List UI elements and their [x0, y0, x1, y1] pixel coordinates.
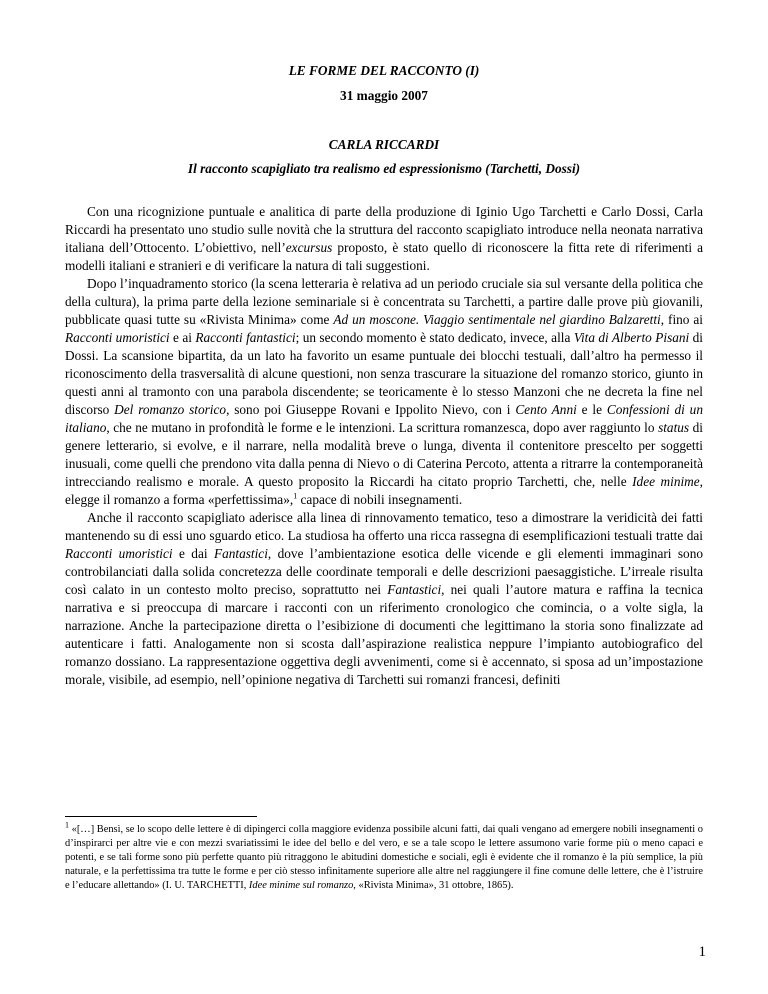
italic-title: Racconti fantastici	[195, 330, 296, 345]
text-run: e le	[576, 402, 607, 417]
footnote-reference[interactable]: 1	[293, 491, 298, 501]
page-number: 1	[698, 944, 706, 960]
footnote-text: «[…] Bensì, se lo scopo delle lettere è di dipingerci colla maggiore evidenza possibile alcuni fatti, dai quali vengano ad emergere nobili insegnamenti o d’inspirarci per altre vie e con mezzi svariatissimi le idee del bello e del vero, e se a tale scopo le lettere assumono varie forme più o meno capaci e potenti, e se tali forme sono più perfette quanto più ritraggono le abitudini domestiche e sociali, egli è evidente che il romanzo è la più semplice, la più naturale, e la perfettissima tra tutte le forme e per ciò stesso infinitamente superiore alle altre nel raggiungere il fine comune delle lettere, che è l’istruire e l’educare allettando» (I. U. TARCHETTI,	[65, 824, 703, 891]
italic-title: Cento Anni	[515, 402, 577, 417]
text-run: proposto, è stato quello di riconoscere la fitta rete di riferimenti a modelli italiani e stranieri e di verificare la natura di tali suggestioni.	[65, 240, 703, 273]
text-run: , che ne mutano in profondità le forme e le intenzioni. La scrittura romanzesca, dopo aver raggiunto lo	[106, 420, 659, 435]
text-run: capace di nobili insegnamenti.	[297, 492, 463, 507]
footnote-text: , «Rivista Minima», 31 ottobre, 1865).	[353, 880, 514, 891]
footnote-number: 1	[65, 820, 69, 830]
footnote-separator	[65, 816, 257, 817]
text-run: di genere letterario, si evolve, e il narrare, nella modalità breve o lunga, diventa il contenitore prescelto per soggetti inusuali, come quelli che prendono vita dalla penna di Nievo o di Caterina Percoto, attenta a ritrarre la contemporaneità intrecciando realismo e morale. A questo proposito la Riccardi ha citato proprio Tarchetti, che, nelle	[65, 420, 704, 489]
italic-title: Ad un moscone. Viaggio sentimentale nel giardino Balzaretti	[333, 312, 661, 327]
italic-title: Racconti umoristici	[65, 330, 170, 345]
series-title: LE FORME DEL RACCONTO (I)	[288, 63, 480, 78]
text-run: , fino ai	[660, 312, 703, 327]
text-run: , elegge il romanzo a forma «perfettissima»,	[65, 474, 703, 507]
body-text	[65, 203, 703, 689]
italic-term: status	[658, 420, 690, 435]
text-run: Dopo l’inquadramento storico (la scena letteraria è relativa ad un periodo cruciale sia sul versante della politica che della cultura), la prima parte della lezione seminariale si è concentrata su Tarchetti, a partire dalle prove più giovanili, pubblicate quasi tutte su «Rivista Minima» come	[65, 276, 703, 327]
lecture-date: 31 maggio 2007	[340, 88, 428, 103]
text-run: e dai	[172, 546, 214, 561]
paragraph-1	[65, 203, 703, 275]
text-run: , nei quali l’autore matura e raffina la tecnica narrativa e si preoccupa di marcare i racconti con un riferimento cronologico che comincia, o a volte sigla, la narrazione. Anche la partecipazione diretta o l’esibizione di documenti che legittimano la storia sono finalizzate ad autenticare i fatti. Analogamente non si scosta dall’aspirazione realistica neppure l’impianto autobiografico del romanzo dossiano. La rappresentazione oggettiva degli avvenimenti, come si è accennato, si sposa ad un’impostazione morale, visibile, ad esempio, nell’opinione negativa di Tarchetti sui romanzi francesi, definiti	[65, 582, 703, 687]
italic-title: Idee minime sul romanzo	[248, 880, 354, 891]
paragraph-3	[65, 509, 703, 689]
italic-title: Idee minime	[632, 474, 700, 489]
paragraph-2	[65, 275, 703, 509]
italic-title: Del romanzo storico	[114, 402, 227, 417]
text-run: ; un secondo momento è stato dedicato, invece, alla	[295, 330, 574, 345]
italic-title: Fantastici	[213, 546, 268, 561]
text-run: e ai	[169, 330, 196, 345]
lecture-title: Il racconto scapigliato tra realismo ed espressionismo (Tarchetti, Dossi)	[187, 161, 581, 176]
text-run: , dove l’ambientazione esotica delle vicende e gli elementi immaginari sono controbilanciati dalla solida concretezza delle coordinate temporali e delle descrizioni paesaggistiche. L’irreale risulta così calato in un contesto molto preciso, soprattutto nei	[65, 546, 703, 597]
footnote	[65, 820, 703, 893]
text-run: Con una ricognizione puntuale e analitica di parte della produzione di Iginio Ugo Tarchetti e Carlo Dossi, Carla Riccardi ha presentato uno studio sulle novità che la struttura del racconto scapigliato introduce nella neonata narrativa italiana dell’Ottocento. L’obiettivo, nell’	[65, 204, 703, 255]
author-name: CARLA RICCARDI	[328, 137, 440, 152]
text-run: Anche il racconto scapigliato aderisce alla linea di rinnovamento tematico, teso a dimostrare la veridicità dei fatti mantenendo su di essi uno sguardo etico. La studiosa ha offerto una ricca rassegna di esemplificazioni testuali tratte dai	[65, 510, 703, 543]
text-run: , sono poi Giuseppe Rovani e Ippolito Nievo, con i	[226, 402, 516, 417]
italic-title: Fantastici	[387, 582, 442, 597]
italic-title: Racconti umoristici	[65, 546, 173, 561]
italic-title: Confessioni di un italiano	[65, 402, 703, 435]
italic-title: Vita di Alberto Pisani	[573, 330, 690, 345]
italic-term: excursus	[285, 240, 333, 255]
text-run: di Dossi. La scansione bipartita, da un lato ha favorito un esame puntuale dei blocchi testuali, dall’altro ha permesso il riconoscimento della trasversalità di alcune questioni, non senza trascurare la situazione del romanzo storico, giunto in questi anni al tramonto con una parabola discendente; se teoricamente è lo stesso Manzoni che ne decreta la fine nel discorso	[65, 330, 704, 417]
